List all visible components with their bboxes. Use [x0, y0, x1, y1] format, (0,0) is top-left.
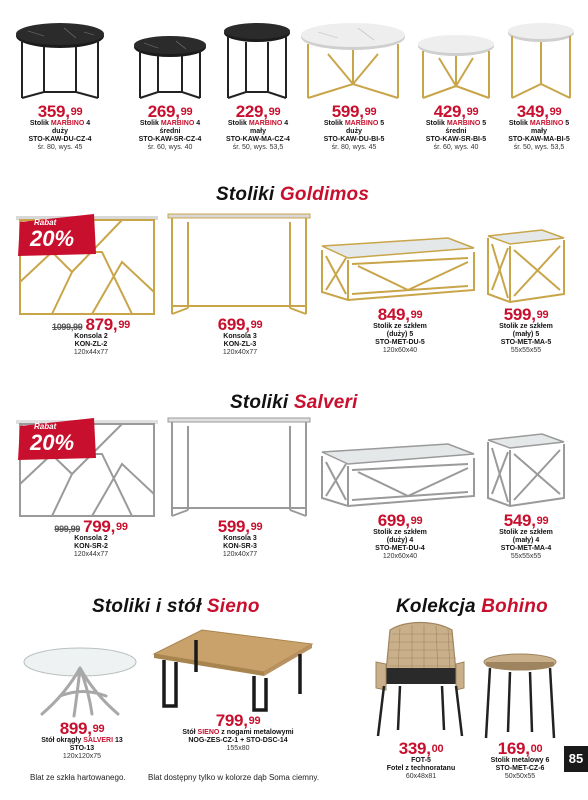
stolik-szklo-4-duzy-image — [318, 442, 478, 508]
product-name: Stolik ze szkłem — [499, 323, 553, 330]
price: 349,99 — [516, 102, 562, 121]
salveri-stolik-duzy[interactable] — [350, 512, 450, 561]
product-size: mały — [531, 128, 547, 135]
marbino-4-large[interactable] — [10, 103, 110, 152]
product-code: FOT-5 — [411, 757, 431, 764]
price: 599,99 — [331, 102, 377, 121]
product-dims: śr. 60, wys. 40 — [433, 144, 479, 151]
product-name: Konsola 3 — [223, 333, 257, 340]
product-dims: 50x50x55 — [504, 773, 536, 780]
product-name: Stolik MARBINO 5 — [425, 120, 487, 127]
product-dims: 120x44x77 — [73, 349, 109, 356]
price: 699,99 — [377, 511, 423, 530]
product-code: KON-ZL-2 — [74, 341, 108, 348]
salveri-stolik-maly[interactable] — [476, 512, 576, 561]
product-name: Stolik metalowy 6 — [490, 757, 550, 764]
product-dims: śr. 80, wys. 45 — [331, 144, 377, 151]
product-variant: (mały) 4 — [512, 537, 540, 544]
marbino-5-small-image — [506, 22, 576, 102]
section-heading-goldimos: Stoliki Goldimos — [216, 184, 370, 205]
product-size: duży — [52, 128, 68, 135]
goldimos-stolik-maly[interactable] — [476, 306, 576, 355]
discount-label: Rabat — [34, 218, 57, 227]
product-note: Blat ze szkła hartowanego. — [30, 773, 126, 782]
product-code: KON-SR-2 — [74, 543, 108, 550]
product-name: Stolik MARBINO 4 — [227, 120, 289, 127]
stolik-metalowy-6-image — [480, 650, 560, 740]
product-code: STO-MET-MA-4 — [500, 545, 552, 552]
stolik-szklo-5-maly-image — [484, 228, 568, 304]
marbino-5-large-image — [298, 22, 408, 102]
price: 359,99 — [37, 102, 83, 121]
product-variant: (duży) 4 — [386, 537, 414, 544]
product-dims: 120x40x77 — [222, 551, 258, 558]
product-code: STO-MET-MA-5 — [500, 339, 552, 346]
product-variant: (mały) 5 — [512, 331, 540, 338]
salveri-konsola-3[interactable] — [190, 518, 290, 559]
product-code: STO-KAW-DU-CZ-4 — [28, 136, 92, 143]
product-dims: 120x44x77 — [73, 551, 109, 558]
marbino-5-medium[interactable] — [406, 103, 506, 152]
section-heading-bohino: Kolekcja Bohino — [396, 596, 548, 617]
page-number: 85 — [564, 746, 588, 772]
product-name: Stolik ze szkłem — [373, 323, 427, 330]
discount-label: Rabat — [34, 422, 57, 431]
stol-sieno-image — [150, 626, 316, 712]
marbino-4-large-image — [14, 22, 106, 102]
marbino-5-large[interactable] — [304, 103, 404, 152]
discount-value: 20% — [30, 226, 75, 251]
product-code: KON-ZL-3 — [223, 341, 257, 348]
product-code: KON-SR-3 — [223, 543, 257, 550]
stol-sieno[interactable] — [168, 712, 308, 753]
product-name: Stolik MARBINO 4 — [29, 120, 91, 127]
stol-salveri-13[interactable] — [22, 720, 142, 761]
marbino-5-small[interactable] — [492, 103, 586, 152]
price: 269,99 — [147, 102, 193, 121]
product-name: Konsola 2 — [74, 535, 108, 542]
old-price: 999,99 — [54, 524, 81, 534]
fotel-bohino-image — [372, 620, 468, 738]
marbino-4-small-image — [222, 22, 292, 102]
product-name: Stolik ze szkłem — [499, 529, 553, 536]
price: 549,99 — [503, 511, 549, 530]
product-dims: 120x60x40 — [382, 347, 418, 354]
goldimos-konsola-2[interactable] — [36, 316, 146, 357]
product-dims: 60x48x81 — [405, 773, 437, 780]
product-dims: 155x80 — [226, 745, 250, 752]
product-size: mały — [250, 128, 266, 135]
product-size: średni — [445, 128, 467, 135]
product-code: STO-KAW-DU-BI-5 — [323, 136, 385, 143]
price: 229,99 — [235, 102, 281, 121]
price: 899,99 — [59, 719, 105, 738]
product-name: Konsola 2 — [74, 333, 108, 340]
goldimos-konsola-3[interactable] — [190, 316, 290, 357]
product-name: Stolik ze szkłem — [373, 529, 427, 536]
price: 799,99 — [215, 711, 261, 730]
price: $^{999,99}$ 799,99 — [54, 517, 128, 536]
product-size: średni — [159, 128, 181, 135]
stolik-szklo-4-maly-image — [484, 432, 568, 508]
product-note: Blat dostępny tylko w kolorze dąb Soma ciemny. — [148, 773, 320, 782]
product-dims: śr. 50, wys. 53,5 — [232, 144, 284, 151]
stolik-szklo-5-duzy-image — [318, 236, 478, 302]
product-dims: śr. 80, wys. 45 — [37, 144, 83, 151]
marbino-5-medium-image — [415, 34, 497, 102]
product-code: STO-KAW-SR-CZ-4 — [138, 136, 202, 143]
price: 699,99 — [217, 315, 263, 334]
product-dims: 120x120x75 — [62, 753, 102, 760]
salveri-konsola-2[interactable] — [36, 518, 146, 559]
marbino-4-medium-image — [132, 36, 208, 102]
product-variant: (duży) 5 — [386, 331, 414, 338]
product-code: STO-13 — [69, 745, 95, 752]
old-price: 1099,99 — [52, 322, 83, 332]
product-code: STO-MET-DU-5 — [375, 339, 425, 346]
section-heading-sieno: Stoliki i stół Sieno — [92, 596, 260, 617]
product-dims: 120x40x77 — [222, 349, 258, 356]
product-name: Stół SIENO z nogami metalowymi — [182, 729, 294, 736]
price: 599,99 — [217, 517, 263, 536]
product-dims: 120x60x40 — [382, 553, 418, 560]
discount-badge — [16, 416, 98, 462]
product-dims: śr. 50, wys. 53,5 — [513, 144, 565, 151]
price: $^{1099,99}$ 879,99 — [52, 315, 130, 334]
product-code: STO-MET-CZ-6 — [495, 765, 545, 772]
product-dims: śr. 60, wys. 40 — [147, 144, 193, 151]
price: 599,99 — [503, 305, 549, 324]
product-code: STO-KAW-MA-BI-5 — [508, 136, 570, 143]
product-dims: 55x55x55 — [510, 553, 542, 560]
product-name: Stolik MARBINO 4 — [139, 120, 201, 127]
product-name: Konsola 3 — [223, 535, 257, 542]
price: 339,00 — [398, 739, 444, 758]
price: 429,99 — [433, 102, 479, 121]
discount-badge — [16, 212, 98, 258]
product-name: Fotel z technoratanu — [386, 765, 456, 772]
product-code: STO-MET-DU-4 — [375, 545, 425, 552]
fotel-bohino[interactable] — [366, 740, 476, 781]
goldimos-stolik-duzy[interactable] — [350, 306, 450, 355]
marbino-4-small[interactable] — [208, 103, 308, 152]
price: 169,00 — [497, 739, 543, 758]
product-code: NOG-ZES-CZ-1 + STO-DSC-14 — [188, 737, 288, 744]
product-dims: 55x55x55 — [510, 347, 542, 354]
marbino-4-medium[interactable] — [120, 103, 220, 152]
product-name: Stolik MARBINO 5 — [508, 120, 570, 127]
product-name: Stolik MARBINO 5 — [323, 120, 385, 127]
price: 849,99 — [377, 305, 423, 324]
product-code: STO-KAW-MA-CZ-4 — [226, 136, 290, 143]
product-size: duży — [346, 128, 362, 135]
section-heading-salveri: Stoliki Salveri — [230, 392, 358, 413]
konsola-zl-3-image — [166, 212, 312, 316]
stolik-metalowy-6[interactable] — [474, 740, 566, 781]
stol-salveri-13-image — [20, 646, 140, 718]
konsola-sr-3-image — [166, 416, 312, 518]
product-code: STO-KAW-SR-BI-5 — [425, 136, 487, 143]
discount-value: 20% — [30, 430, 75, 455]
product-name: Stół okrągły SALVERI 13 — [41, 737, 123, 744]
